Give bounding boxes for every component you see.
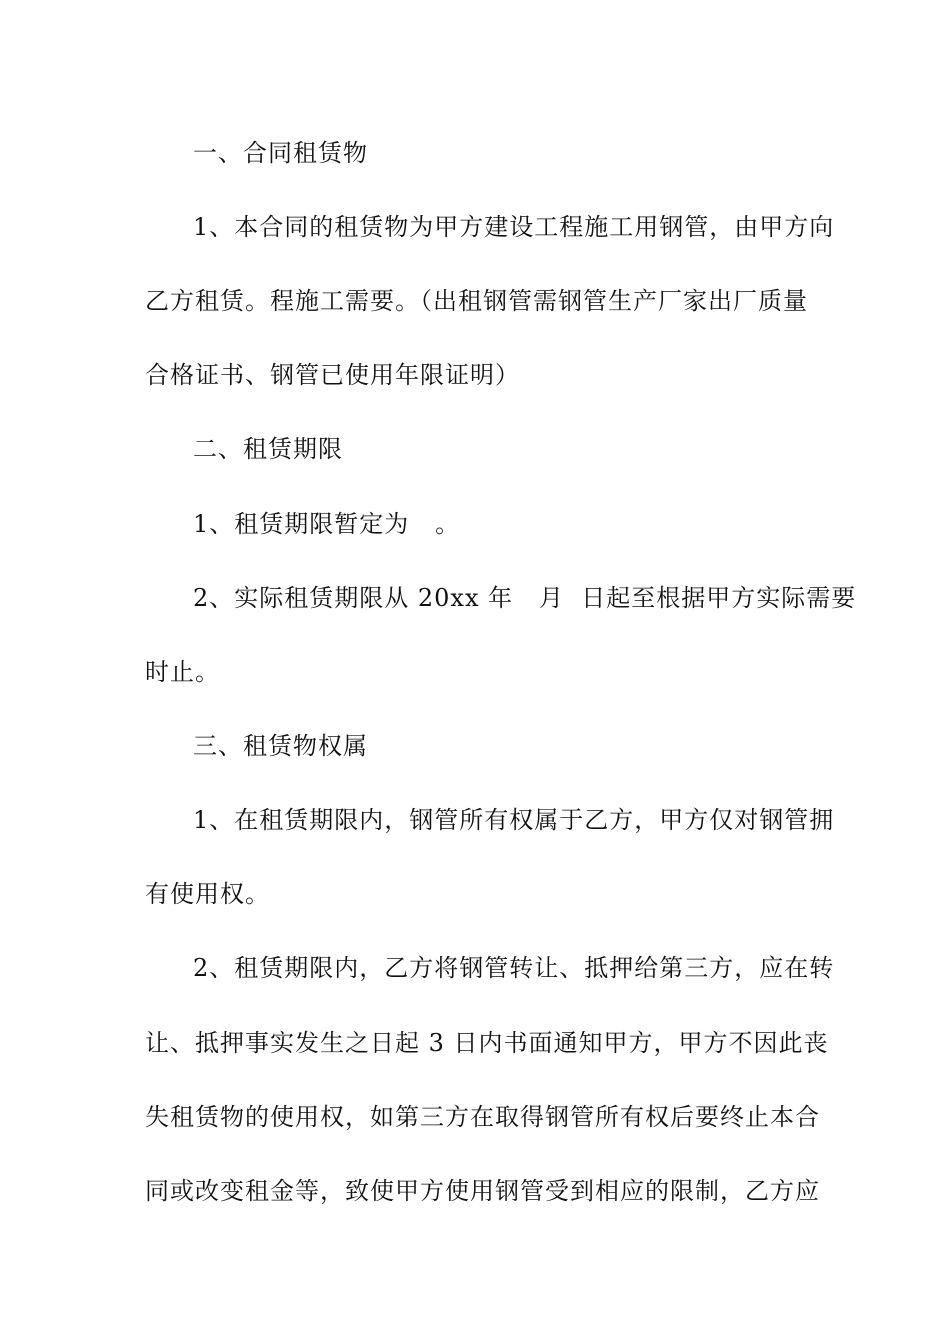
paragraph-line: 时止。 [145,658,220,686]
section-heading-3: 三、租赁物权属 [193,732,368,760]
paragraph-line: 2、租赁期限内，乙方将钢管转让、抵押给第三方，应在转 [193,954,835,982]
paragraph-line: 2、实际租赁期限从 20xx 年 月 日起至根据甲方实际需要 [193,584,857,612]
paragraph-line: 同或改变租金等，致使甲方使用钢管受到相应的限制，乙方应 [145,1177,820,1205]
paragraph-line: 1、在租赁期限内，钢管所有权属于乙方，甲方仅对钢管拥 [193,806,835,834]
section-heading-2: 二、租赁期限 [193,435,343,463]
paragraph-line: 失租赁物的使用权，如第三方在取得钢管所有权后要终止本合 [145,1103,820,1131]
paragraph-line: 1、本合同的租赁物为甲方建设工程施工用钢管，由甲方向 [193,213,835,241]
paragraph-line: 乙方租赁。程施工需要。（出租钢管需钢管生产厂家出厂质量 [145,287,808,315]
section-heading-1: 一、合同租赁物 [193,139,368,167]
paragraph-line: 合格证书、钢管已使用年限证明） [145,361,520,389]
paragraph-line: 1、租赁期限暂定为 。 [193,510,461,538]
paragraph-line: 让、抵押事实发生之日起 3 日内书面通知甲方，甲方不因此丧 [145,1029,829,1057]
paragraph-line: 有使用权。 [145,880,270,908]
